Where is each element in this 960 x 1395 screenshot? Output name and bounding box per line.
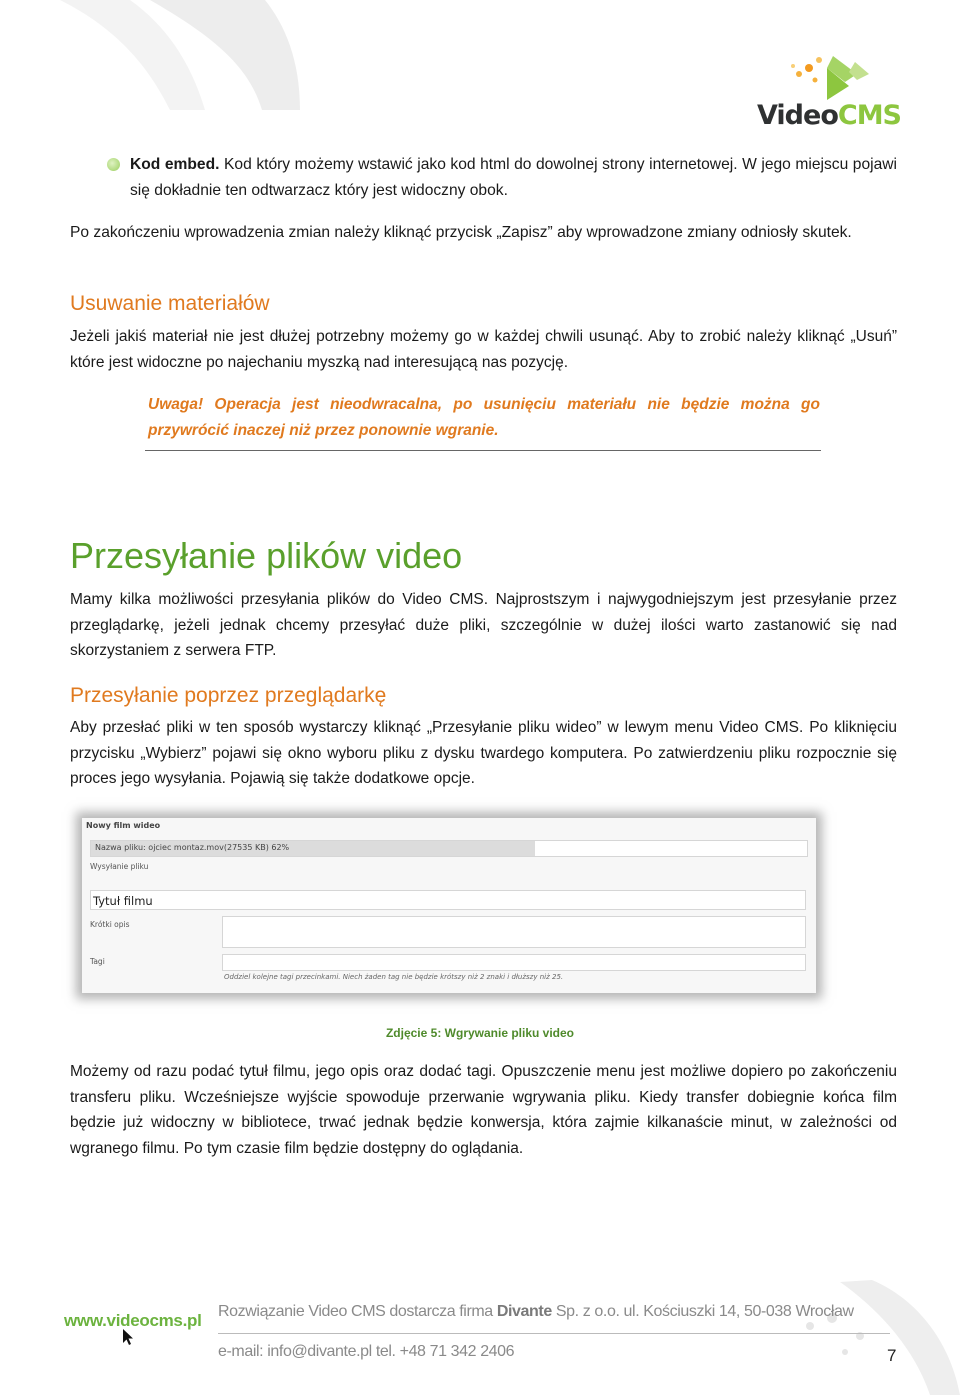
heading-upload: Przesyłanie plików video (70, 535, 463, 576)
bullet-icon (107, 158, 120, 171)
bullet-item-embed (130, 152, 897, 203)
closing-paragraph: Możemy od razu podać tytuł filmu, jego opis oraz dodać tagi. Opuszczenie menu jest możliwe dopiero po zakończeniu transferu pliku. Wcześniejsze wyjście spowoduje przerwanie wgrywania pliku. Kiedy transfer dobiegnie końca film będzie już widoczny w bibliotece, trwać jednak będzie konwersja, która zajmie kilkanaście minut, w zależności od wgranego filmu. Po tym czasie film będzie dostępny do oglądania. (70, 1063, 897, 1157)
warning-divider (145, 450, 821, 451)
bullet-text: Kod który możemy wstawić jako kod html do dowolnej strony internetowej. W jego miejscu pojawi się dokładnie ten odtwarzacz który jest widoczny obok. (130, 156, 897, 199)
footer-address: Sp. z o.o. ul. Kościuszki 14, 50-038 Wrocław (551, 1303, 854, 1320)
delete-body: Jeżeli jakiś materiał nie jest dłużej potrzebny możemy go w każdej chwili usunąć. Aby to zrobić należy kliknąć „Usuń” które jest widoczne po najechaniu myszką nad interesującą nas pozycję. (70, 328, 897, 371)
footer-company-name: Divante (496, 1303, 552, 1320)
footer-website-link[interactable]: www.videocms.pl (64, 1311, 202, 1330)
movie-title-label: Tytuł filmu (93, 894, 153, 908)
figure-caption: Zdjęcie 5: Wgrywanie pliku video (385, 1026, 575, 1040)
browser-upload-body: Aby przesłać pliki w ten sposób wystarczy kliknąć „Przesyłanie pliku wideo” w lewym menu Video CMS. Po kliknięciu przycisku „Wybierz” pojawi się okno wyboru pliku z dysku twardego komputera. Po zatwierdzeniu pliku rozpocznie się proces jego wysyłania. Pojawią się także dodatkowe opcje. (70, 719, 897, 788)
logo-mark-icon (757, 52, 897, 102)
bullet-label: Kod embed. (130, 156, 220, 173)
delete-warning: Uwaga! Operacja jest nieodwracalna, po usunięciu materiału nie będzie można go przywrócić inaczej niż przez ponownie wgranie. (148, 396, 820, 439)
form-title: Nowy film wideo (86, 821, 161, 830)
tags-label: Tagi (90, 957, 105, 966)
footer-divider (218, 1333, 890, 1334)
tags-input[interactable] (222, 954, 806, 971)
videocms-logo (757, 52, 902, 136)
heading-browser-upload: Przesyłanie poprzez przeglądarkę (70, 684, 387, 707)
short-description-label: Krótki opis (90, 920, 130, 929)
tags-hint: Oddziel kolejne tagi przecinkami. Niech żaden tag nie będzie krótszy niż 2 znaki i dłuższy niż 25. (224, 973, 564, 981)
upload-progress-bar (90, 840, 808, 857)
mouse-cursor-icon (122, 1328, 136, 1348)
upload-file-status: Nazwa pliku: ojciec montaz.mov(27535 KB) 62% (95, 843, 290, 852)
logo-wordmark (757, 100, 901, 131)
page-number: 7 (887, 1346, 897, 1365)
logo-word-video: Video (757, 100, 838, 131)
upload-body: Mamy kilka możliwości przesyłania plików do Video CMS. Najprostszym i najwygodniejszym jest przesyłanie przez przeglądarkę, jeżeli jednak chcemy przesyłać duże pliki, szczególnie w dużej ilości warto zastanowić się nad skorzystaniem z serwera FTP. (70, 591, 897, 660)
sending-label: Wysyłanie pliku (90, 862, 149, 871)
footer-company-text: Rozwiązanie Video CMS dostarcza firma (218, 1303, 497, 1320)
short-description-input[interactable] (222, 916, 806, 948)
movie-title-input[interactable] (90, 890, 806, 910)
upload-form-screenshot (82, 818, 816, 993)
footer-contact-line: e-mail: info@divante.pl tel. +48 71 342 2406 (218, 1343, 515, 1360)
save-note: Po zakończeniu wprowadzenia zmian należy kliknąć przycisk „Zapisz” aby wprowadzone zmiany odniosły skutek. (70, 224, 852, 241)
heading-delete: Usuwanie materiałów (70, 292, 270, 315)
logo-word-cms: CMS (837, 100, 902, 131)
footer-company-line (218, 1303, 854, 1321)
